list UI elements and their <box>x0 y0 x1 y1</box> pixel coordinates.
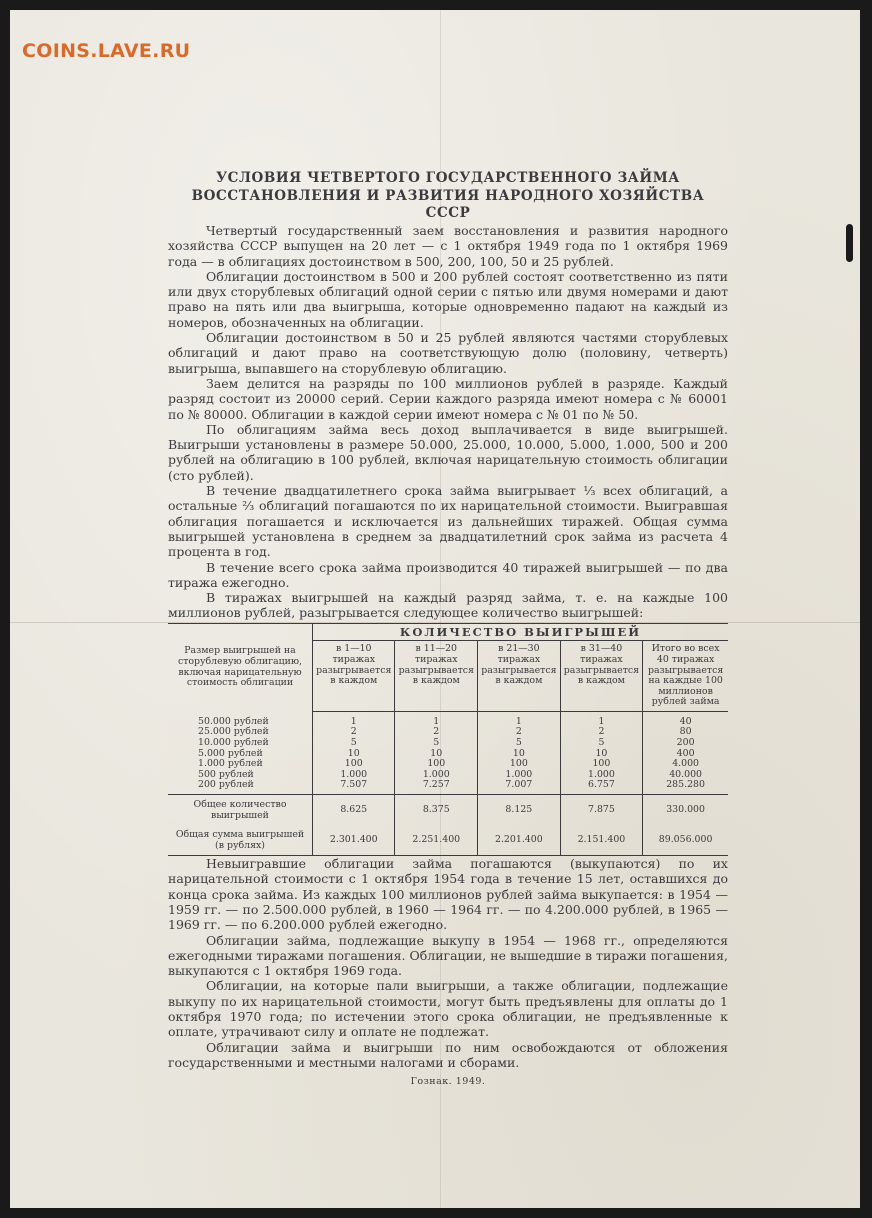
table-subheader: в 11—20 тиражах разыгрывается в каждом <box>395 641 478 712</box>
cell: 8.625 <box>313 795 395 826</box>
cell: 330.000 <box>666 803 705 815</box>
cell: 10 <box>395 749 478 760</box>
paragraph: Четвертый государственный заем восстановления и развития народного хозяйства СССР выпущен на 20 лет — с 1 октября 1949 года по 1 октября 1969 года — в облигациях достоинством в 500, 200, 100, 50 и 25 рублей. <box>168 223 728 269</box>
cell: 7.257 <box>395 780 478 794</box>
cell: 7.507 <box>313 780 395 794</box>
document-title-line-1: УСЛОВИЯ ЧЕТВЕРТОГО ГОСУДАРСТВЕННОГО ЗАЙМА <box>216 170 680 186</box>
table-row <box>168 780 728 794</box>
table-subheader: в 31—40 тиражах разыгрывается в каждом <box>560 641 643 712</box>
cell: 89.056.000 <box>658 833 713 845</box>
cell: 1.000 <box>313 770 395 781</box>
cell: 2 <box>313 727 395 738</box>
row-label: Общая сумма выигрышей (в рублях) <box>168 825 313 856</box>
paragraph: Облигации займа и выигрыши по ним освобождаются от обложения государственными и местными налогами и сборами. <box>168 1039 728 1070</box>
table-subheader-total: Итого во всех 40 тиражах разыгрывается на каждые 100 миллионов рублей займа <box>643 641 728 712</box>
bond-conditions-text <box>168 170 728 1089</box>
paragraph: В тиражах выигрышей на каждый разряд займа, т. е. на каждые 100 миллионов рублей, разыгрывается следующее количество выигрышей: <box>168 590 728 621</box>
cell: 1 <box>313 711 395 727</box>
table-header-winnings-count: КОЛИЧЕСТВО ВЫИГРЫШЕЙ <box>313 623 729 641</box>
row-label: 50.000 рублей <box>168 711 313 727</box>
row-label: 500 рублей <box>168 770 313 781</box>
cell: 8.125 <box>478 795 561 826</box>
table-subheader: в 1—10 тиражах разыгрывается в каждом <box>313 641 395 712</box>
cell: 2.151.400 <box>560 825 643 856</box>
cell: 5 <box>395 738 478 749</box>
table-row-total-count <box>168 795 728 826</box>
cell: 2 <box>560 727 643 738</box>
cell: 2.201.400 <box>478 825 561 856</box>
cell: 8.375 <box>395 795 478 826</box>
row-label: Общее количество выигрышей <box>168 795 313 826</box>
paragraph: В течение всего срока займа производится 40 тиражей выигрышей — по два тиража ежегодно. <box>168 559 728 590</box>
site-watermark: COINS.LAVE.RU <box>22 40 191 62</box>
punch-hole <box>846 224 853 262</box>
cell: 10 <box>560 749 643 760</box>
paragraph: Облигации достоинством в 50 и 25 рублей являются частями сторублевых облигаций и дают право на соответствующую долю (половину, четверть) выигрыша, выпавшего на сторублевую облигацию. <box>168 330 728 376</box>
cell: 1.000 <box>478 770 561 781</box>
cell: 1.000 <box>395 770 478 781</box>
paragraph: Облигации займа, подлежащие выкупу в 1954 — 1968 гг., определяются ежегодными тиражами погашения. Облигации, не вышедшие в тиражи погашения, выкупаются с 1 октября 1969 года. <box>168 932 728 979</box>
cell: 100 <box>313 759 395 770</box>
paragraph: Заем делится на разряды по 100 миллионов рублей в разряде. Каждый разряд состоит из 20000 серий. Серии каждого разряда имеют номера с № 60001 по № 80000. Облигации в каждой серии имеют номера с № 01 по № 50. <box>168 375 728 422</box>
table-header-prize-size: Размер выигрышей на сторублевую облигацию, включая нарицательную стоимость облигации <box>168 623 313 711</box>
cell: 1 <box>395 711 478 727</box>
cell: 2.301.400 <box>313 825 395 856</box>
paragraph: По облигациям займа весь доход выплачивается в виде выигрышей. Выигрыши установлены в размере 50.000, 25.000, 10.000, 5.000, 1.000, 500 и 200 рублей на облигацию в 100 рублей, включая нарицательную стоимость облигации (сто рублей). <box>168 421 728 483</box>
cell: 1 <box>478 711 561 727</box>
paragraph: Облигации, на которые пали выигрыши, а также облигации, подлежащие выкупу по их нарицательной стоимости, могут быть предъявлены для оплаты до 1 октября 1970 года; по истечении этого срока облигации, не предъявленные к оплате, утрачивают силу и оплате не подлежат. <box>168 978 728 1040</box>
cell: 10 <box>478 749 561 760</box>
cell: 100 <box>478 759 561 770</box>
cell: 5 <box>313 738 395 749</box>
document-title-line-2: ВОССТАНОВЛЕНИЯ И РАЗВИТИЯ НАРОДНОГО ХОЗЯЙСТВА СССР <box>191 188 705 221</box>
cell: 200 <box>676 737 695 749</box>
cell: 2 <box>395 727 478 738</box>
cell: 7.875 <box>560 795 643 826</box>
cell: 400 <box>676 747 695 759</box>
row-label: 10.000 рублей <box>168 738 313 749</box>
row-label: 5.000 рублей <box>168 749 313 760</box>
cell: 1.000 <box>560 770 643 781</box>
cell: 4.000 <box>672 758 700 770</box>
cell: 2 <box>478 727 561 738</box>
row-label: 1.000 рублей <box>168 759 313 770</box>
table-row-total-sum <box>168 825 728 856</box>
cell: 285.280 <box>643 780 728 794</box>
cell: 100 <box>395 759 478 770</box>
cell: 40 <box>679 715 692 727</box>
cell: 10 <box>313 749 395 760</box>
table-row <box>168 711 728 727</box>
row-label: 200 рублей <box>168 780 313 794</box>
cell: 1 <box>560 711 643 727</box>
cell: 2.251.400 <box>395 825 478 856</box>
cell: 7.007 <box>478 780 561 794</box>
row-label: 25.000 рублей <box>168 727 313 738</box>
winnings-table <box>168 623 728 856</box>
printer-imprint: Гознак. 1949. <box>410 1076 486 1088</box>
cell: 5 <box>478 738 561 749</box>
cell: 100 <box>560 759 643 770</box>
paragraph: Облигации достоинством в 500 и 200 рублей состоят соответственно из пяти или двух сторублевых облигаций одной серии с пятью или двумя номерами и дают право на пять или два выигрыша, которые одновременно падают на каждый из номеров, обозначенных на облигации. <box>168 268 728 330</box>
cell: 6.757 <box>560 780 643 794</box>
table-subheader: в 21—30 тиражах разыгрывается в каждом <box>478 641 561 712</box>
bond-reverse-sheet <box>10 10 860 1208</box>
cell: 40.000 <box>669 768 703 780</box>
paragraph: Невыигравшие облигации займа погашаются (выкупаются) по их нарицательной стоимости с 1 октября 1954 года в течение 15 лет, оставшихся до конца срока займа. Из каждых 100 миллионов рублей займа выкупается: в 1954 — 1959 гг. — по 2.500.000 рублей, в 1960 — 1964 гг. — по 4.200.000 рублей, в 1965 — 1969 гг. — по 6.200.000 рублей ежегодно. <box>168 856 728 933</box>
cell: 5 <box>560 738 643 749</box>
cell: 80 <box>679 726 692 738</box>
paragraph: В течение двадцатилетнего срока займа выигрывает ⅓ всех облигаций, а остальные ⅔ облигаций погашаются по их нарицательной стоимости. Выигравшая облигация погашается и исключается из дальнейших тиражей. Общая сумма выигрышей установлена в среднем за двадцатилетний срок займа из расчета 4 процента в год. <box>168 483 728 560</box>
